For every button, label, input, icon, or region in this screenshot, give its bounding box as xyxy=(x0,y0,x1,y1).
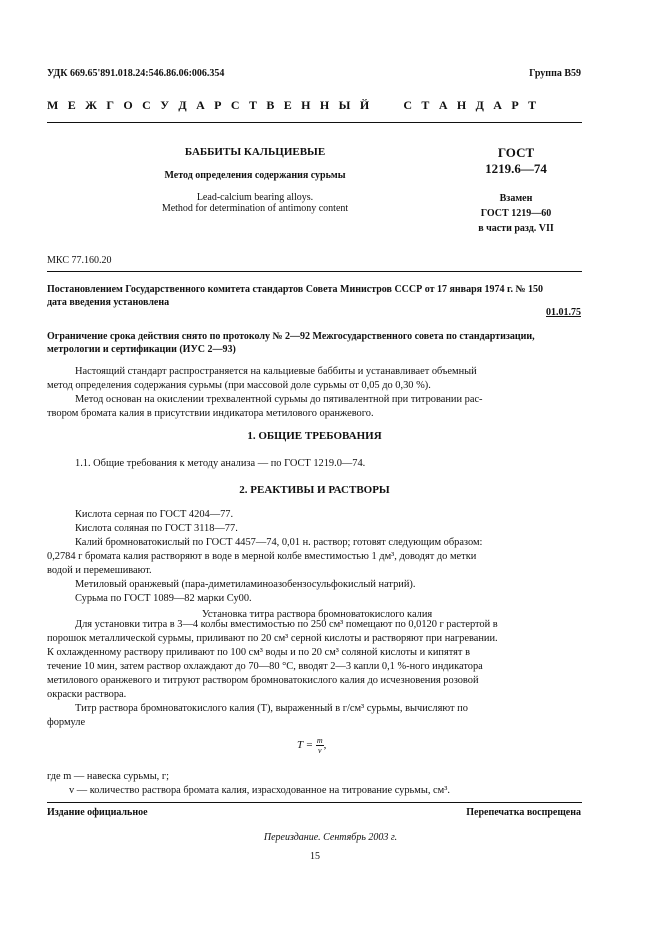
replaced-standard: ГОСТ 1219—60 xyxy=(480,208,552,219)
titer-line3: К охлажденному раствору приливают по 100 см³ воды и по 20 см³ соляной кислоты и кипятят в xyxy=(47,647,470,658)
reissue-note: Переиздание. Сентябрь 2003 г. xyxy=(263,832,398,843)
limitation-line1: Ограничение срока действия снято по протоколу № 2—92 Межгосударственного совета по стандартизации, xyxy=(47,331,535,342)
decree-line1: Постановлением Государственного комитета стандартов Совета Министров СССР от 17 января 1974 г. № 150 xyxy=(47,284,544,295)
official-edition: Издание официальное xyxy=(47,807,148,818)
replaced-part: в части разд. VII xyxy=(478,223,554,234)
titer-line2: порошок металлической сурьмы, приливают по 20 см³ серной кислоты и растворяют при нагревании. xyxy=(47,633,498,644)
titer-procedure xyxy=(47,618,587,730)
intro-text xyxy=(47,365,587,421)
intro-p2-line1: Метод основан на окислении трехвалентной сурьмы до пятивалентной при титровании рас- xyxy=(75,394,483,405)
limitation-block xyxy=(47,330,587,356)
replaces-label: Взамен xyxy=(499,193,533,204)
formula-lhs: T = xyxy=(297,739,314,752)
gost-label: ГОСТ xyxy=(497,145,535,160)
section2-heading: 2. РЕАКТИВЫ И РАСТВОРЫ xyxy=(239,484,390,496)
reagent-bromate-line1: Калий бромноватокислый по ГОСТ 4457—74, 0,01 н. раствор; готовят следующим образом: xyxy=(75,537,483,548)
titer-subheading: Установка титра раствора бромноватокислого калия xyxy=(201,609,433,620)
effective-date: 01.01.75 xyxy=(546,307,581,318)
titer-line6: окраски раствора. xyxy=(47,689,127,700)
titer-formula xyxy=(297,736,326,755)
gost-number: 1219.6—74 xyxy=(485,161,547,176)
document-title: БАББИТЫ КАЛЬЦИЕВЫЕ xyxy=(184,146,326,158)
reagent-hydrochloric: Кислота соляная по ГОСТ 3118—77. xyxy=(75,523,238,534)
page-number: 15 xyxy=(310,851,320,862)
gost-block xyxy=(452,145,580,236)
reagent-bromate-line2: 0,2784 г бромата калия растворяют в воде в мерной колбе вместимостью 1 дм³, доводят до метки xyxy=(47,551,477,562)
intro-p2-line2: твором бромата калия в присутствии индикатора метилового оранжевого. xyxy=(47,408,374,419)
udk-code: УДК 669.65'891.018.24:546.86.06:006.354 xyxy=(47,68,225,79)
document-subtitle: Метод определения содержания сурьмы xyxy=(164,170,346,181)
standard-banner: М Е Ж Г О С У Д А Р С Т В Е Н Н Ы Й С Т А Н Д А Р Т xyxy=(47,98,540,112)
english-title-line1: Lead-calcium bearing alloys. xyxy=(196,192,314,203)
formula-intro-line2: формуле xyxy=(47,717,86,728)
titer-line5: метилового оранжевого и титруют раствором бромноватокислого калия до исчезновения розовой xyxy=(47,675,479,686)
formula-denominator: v xyxy=(317,746,322,755)
decree-line2: дата введения установлена xyxy=(47,297,170,308)
intro-p1-line1: Настоящий стандарт распространяется на кальциевые баббиты и устанавливает объемный xyxy=(75,366,477,377)
section1-heading: 1. ОБЩИЕ ТРЕБОВАНИЯ xyxy=(247,430,382,442)
legend-m: где m — навеска сурьмы, г; xyxy=(47,771,170,782)
mks-rule xyxy=(47,271,582,272)
formula-intro-line1: Титр раствора бромноватокислого калия (Т), выраженный в г/см³ сурьмы, вычисляют по xyxy=(75,703,468,714)
titer-line4: течение 10 мин, затем раствор охлаждают до 70—80 °С, вводят 2—3 капли 0,1 %-ного индикатора xyxy=(47,661,483,672)
formula-comma: , xyxy=(323,739,327,752)
footer-rule xyxy=(47,802,582,803)
legend-v: v — количество раствора бромата калия, израсходованное на титрование сурьмы, см³. xyxy=(69,785,450,796)
formula-numerator: m xyxy=(316,736,323,745)
reagent-sulfuric: Кислота серная по ГОСТ 4204—77. xyxy=(75,509,234,520)
formula-fraction xyxy=(316,736,324,755)
title-block xyxy=(100,146,410,214)
mks-code: МКС 77.160.20 xyxy=(47,255,112,266)
banner-rule xyxy=(47,122,582,123)
intro-p1-line2: метод определения содержания сурьмы (при массовой доле сурьмы от 0,05 до 0,30 %). xyxy=(47,380,431,391)
section1-text: 1.1. Общие требования к методу анализа — по ГОСТ 1219.0—74. xyxy=(75,458,366,469)
group-label: Группа В59 xyxy=(529,68,581,79)
formula-legend xyxy=(47,770,587,798)
titer-line1: Для установки титра в 3—4 колбы вместимостью по 250 см³ помещают по 0,0120 г растертой в xyxy=(75,619,498,630)
reprint-prohibited: Перепечатка воспрещена xyxy=(466,807,581,818)
limitation-line2: метрологии и сертификации (ИУС 2—93) xyxy=(47,344,236,355)
reagent-methyl-orange: Метиловый оранжевый (пара-диметиламиноазобензосульфокислый натрий). xyxy=(75,579,416,590)
english-title-line2: Method for determination of antimony content xyxy=(161,203,349,214)
reagent-bromate-line3: водой и перемешивают. xyxy=(47,565,152,576)
decree-block xyxy=(47,283,587,309)
section2-reagents xyxy=(47,508,587,622)
reagent-antimony: Сурьма по ГОСТ 1089—82 марки Су00. xyxy=(75,593,252,604)
section1-text-wrap xyxy=(47,457,587,471)
